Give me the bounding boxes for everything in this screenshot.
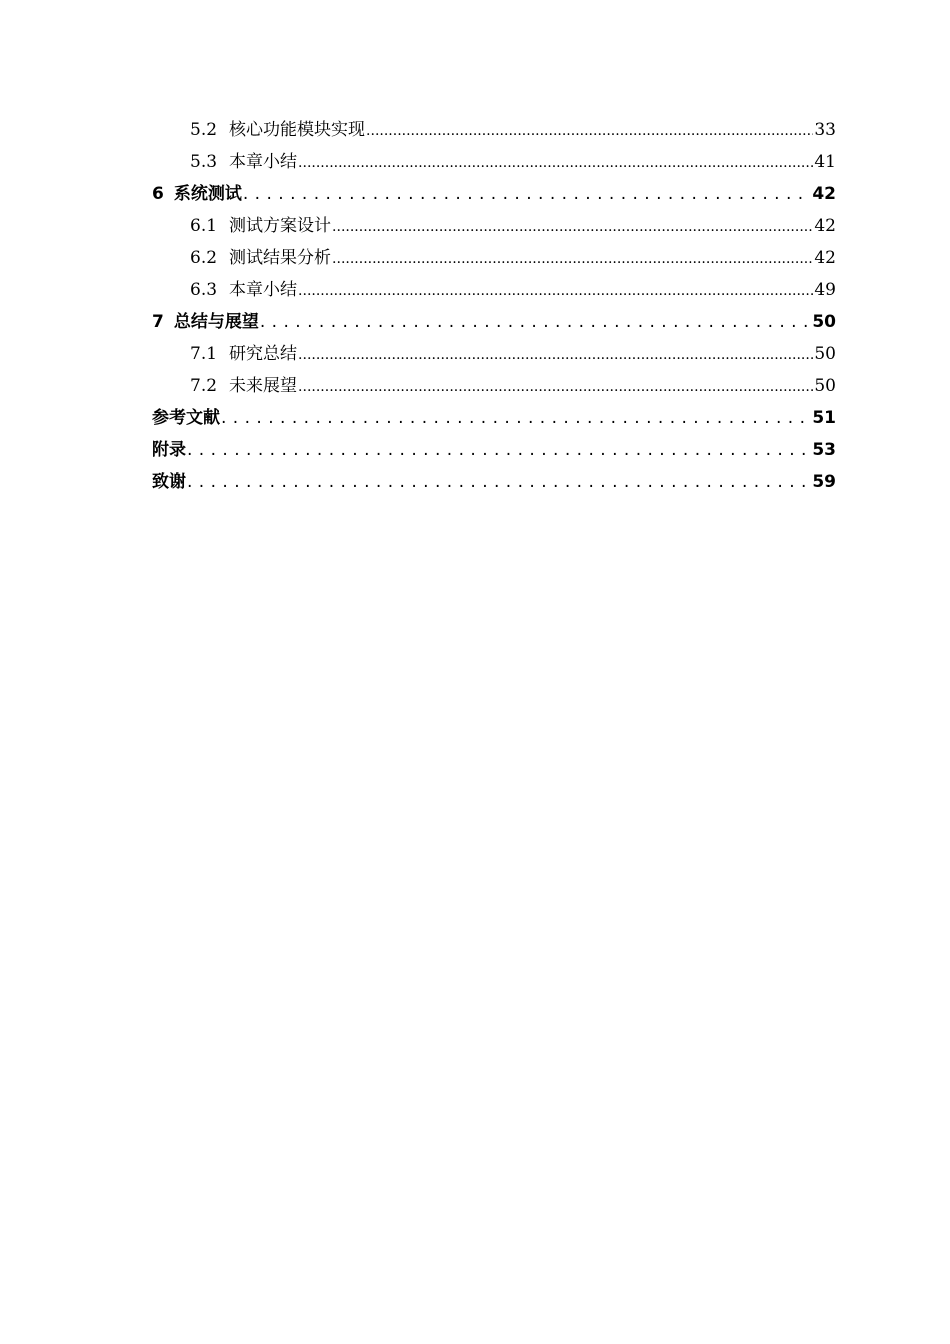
toc-entry-7[interactable] (152, 306, 836, 338)
toc-entry-title: 未来展望 (229, 376, 298, 396)
toc-entry-page: 51 (812, 408, 836, 428)
toc-entry-page: 50 (814, 344, 836, 364)
toc-entry-page: 50 (814, 376, 836, 396)
toc-entry-number: 7.1 (190, 344, 218, 364)
toc-dot-leader (298, 338, 813, 371)
toc-entry-6-2[interactable] (152, 242, 836, 274)
toc-entry-5-2[interactable] (152, 114, 836, 146)
toc-dot-leader (187, 434, 811, 466)
toc-entry-number: 6.2 (190, 248, 218, 268)
toc-dot-leader (260, 306, 811, 338)
toc-entry-title: 附录 (152, 440, 186, 460)
toc-dot-leader (332, 210, 813, 243)
toc-entry-page: 42 (814, 216, 836, 236)
toc-entry-title: 研究总结 (229, 344, 298, 364)
toc-entry-page: 42 (814, 248, 836, 268)
toc-entry-title: 总结与展望 (173, 312, 259, 332)
toc-entry-page: 53 (812, 440, 836, 460)
toc-dot-leader (298, 274, 813, 307)
toc-entry-title: 核心功能模块实现 (229, 120, 366, 140)
toc-entry-number: 7.2 (190, 376, 218, 396)
toc-entry-title: 系统测试 (173, 184, 242, 204)
toc-entry-title: 本章小结 (229, 152, 298, 172)
toc-entry-title: 本章小结 (229, 280, 298, 300)
toc-entry-title: 测试结果分析 (229, 248, 332, 268)
toc-entry-page: 49 (814, 280, 836, 300)
toc-dot-leader (298, 370, 813, 403)
toc-entry-number: 6.3 (190, 280, 218, 300)
toc-dot-leader (366, 114, 813, 147)
toc-entry-number: 7 (152, 312, 164, 332)
toc-entry-7-2[interactable] (152, 370, 836, 402)
toc-entry-page: 41 (814, 152, 836, 172)
toc-entry-references[interactable] (152, 402, 836, 434)
toc-entry-page: 50 (812, 312, 836, 332)
toc-dot-leader (187, 466, 811, 498)
toc-entry-number: 6.1 (190, 216, 218, 236)
toc-dot-leader (332, 242, 813, 275)
toc-entry-page: 33 (814, 120, 836, 140)
toc-entry-page: 42 (812, 184, 836, 204)
toc-entry-number: 5.2 (190, 120, 218, 140)
toc-entry-6-1[interactable] (152, 210, 836, 242)
toc-entry-title: 致谢 (152, 472, 186, 492)
toc-entry-appendix[interactable] (152, 434, 836, 466)
toc-entry-title: 测试方案设计 (229, 216, 332, 236)
toc-dot-leader (221, 402, 811, 434)
table-of-contents (152, 114, 836, 498)
toc-dot-leader (243, 178, 811, 210)
toc-entry-title: 参考文献 (152, 408, 220, 428)
toc-entry-6-3[interactable] (152, 274, 836, 306)
toc-dot-leader (298, 146, 813, 179)
toc-entry-page: 59 (812, 472, 836, 492)
toc-entry-number: 5.3 (190, 152, 218, 172)
toc-entry-7-1[interactable] (152, 338, 836, 370)
toc-entry-5-3[interactable] (152, 146, 836, 178)
toc-entry-number: 6 (152, 184, 164, 204)
toc-entry-acknowledgements[interactable] (152, 466, 836, 498)
toc-entry-6[interactable] (152, 178, 836, 210)
